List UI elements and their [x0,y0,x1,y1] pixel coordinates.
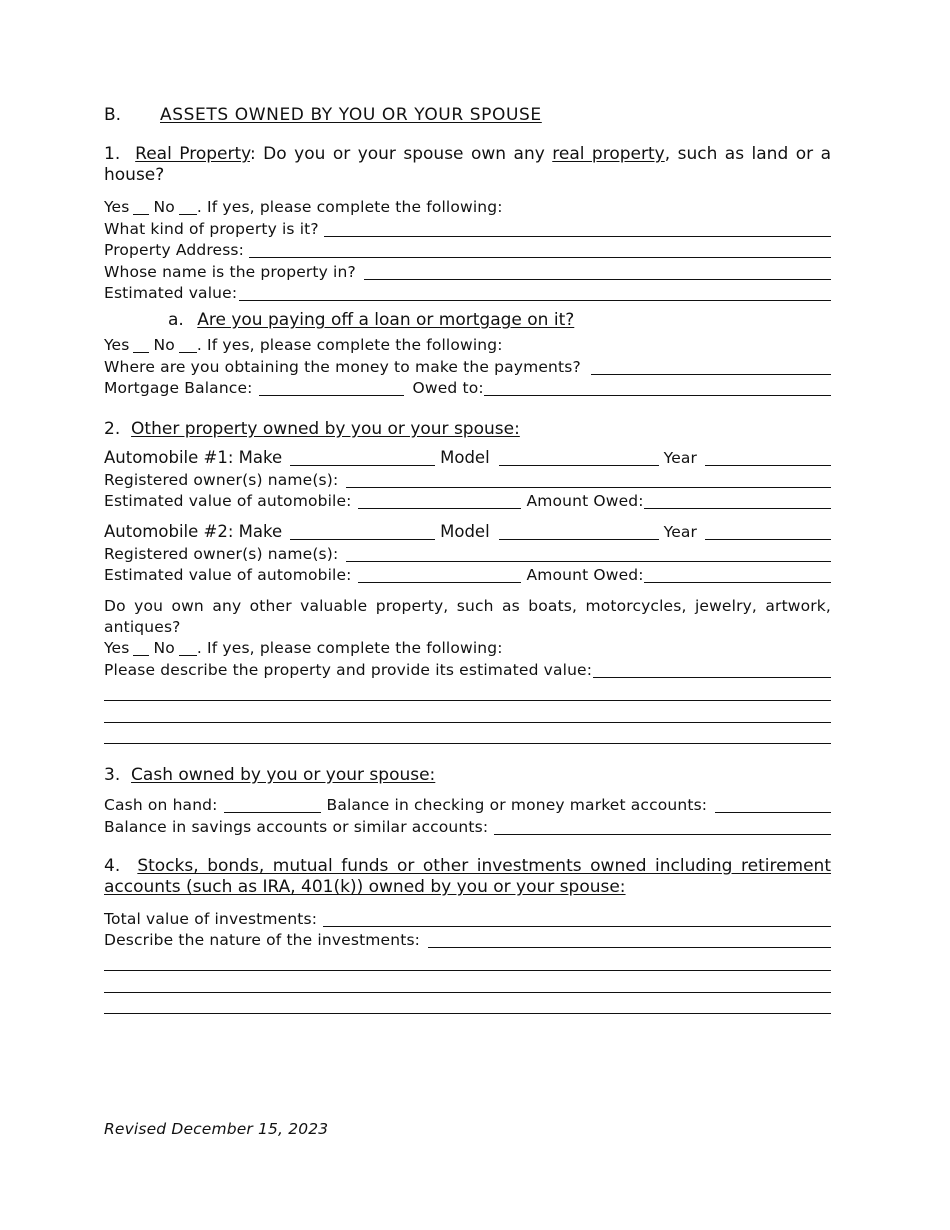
q1a-owed-to-label: Owed to: [412,379,484,397]
q3-cash-label: Cash on hand: [104,796,218,814]
q1-yes-no-row [104,197,831,217]
q4-nature-field[interactable] [428,930,831,948]
auto2-year-label: Year [663,523,698,541]
auto2-make-field[interactable] [290,522,435,540]
auto2-make-row [104,522,831,542]
q3-savings-row [104,817,831,837]
q1-value-row [104,283,831,303]
q1a-where-field[interactable] [591,357,831,375]
q1a-no-blank[interactable] [179,337,197,353]
q1-kind-field[interactable] [324,219,831,237]
auto2-make-label: Automobile #2: Make [104,522,283,541]
auto1-make-field[interactable] [290,448,435,466]
auto1-model-label: Model [440,448,490,467]
auto2-value-field[interactable] [358,565,521,583]
q1a-where-label: Where are you obtaining the money to make the payments? [104,358,581,376]
section-letter: B. [104,105,122,125]
q1-whose-row [104,262,831,282]
q1-number: 1. [104,144,121,164]
q1a-yes-blank[interactable] [133,337,149,353]
q4-nature-line-2[interactable] [104,970,831,971]
auto1-value-field[interactable] [358,491,521,509]
q2-no-blank[interactable] [179,640,197,656]
q1-value-field[interactable] [239,283,831,301]
q1a-balance-field[interactable] [259,378,404,396]
auto2-model-label: Model [440,522,490,541]
q1a-where-row [104,357,831,377]
auto2-owed-field[interactable] [644,565,831,583]
q3-checking-field[interactable] [715,795,831,813]
q1a-balance-row [104,378,831,398]
q2-yes-blank[interactable] [133,640,149,656]
q2-describe-row [104,660,831,680]
q1-whose-field[interactable] [364,262,831,280]
q4-total-row [104,909,831,929]
q1-question [104,144,831,186]
q2-describe-field[interactable] [593,660,831,678]
q4-nature-line-4[interactable] [104,1013,831,1014]
auto1-owners-label: Registered owner(s) name(s): [104,471,339,489]
q1-text-b: , such as land or a house? [104,144,831,185]
q1a-yes-no-row [104,335,831,355]
q4-total-label: Total value of investments: [104,910,318,928]
auto1-year-label: Year [663,449,698,467]
q1a-heading [168,309,574,331]
q1-address-row [104,240,831,260]
auto1-owed-field[interactable] [644,491,831,509]
q1a-owed-to-field[interactable] [484,378,831,396]
auto2-owners-field[interactable] [346,544,831,562]
q1-yes-label: Yes [104,198,130,216]
auto1-owners-row [104,470,831,490]
q2-heading [104,418,520,440]
q2-other-question: Do you own any other valuable property, such as boats, motorcycles, jewelry, artwork, antiques? [104,597,831,636]
q4-nature-label: Describe the nature of the investments: [104,931,421,949]
auto2-year-field[interactable] [705,522,831,540]
q1-whose-label: Whose name is the property in? [104,263,356,281]
q3-title: Cash owned by you or your spouse: [131,765,436,785]
auto1-value-row [104,491,831,511]
q2-yes-no-row [104,638,831,658]
q2-describe-line-2[interactable] [104,700,831,701]
auto2-value-row [104,565,831,585]
q1-kind-row [104,219,831,239]
auto1-model-field[interactable] [499,448,659,466]
section-title: ASSETS OWNED BY YOU OR YOUR SPOUSE [160,105,542,125]
q1a-letter: a. [168,310,184,330]
auto1-make-label: Automobile #1: Make [104,448,283,467]
q4-title: Stocks, bonds, mutual funds or other investments owned including retirement accounts (such as IRA, 401(k)) owned by you or your spouse: [104,856,832,897]
auto1-year-field[interactable] [705,448,831,466]
q4-heading [104,856,831,898]
q1-term2: real property [552,144,665,164]
q2-yes-label: Yes [104,639,130,657]
q2-title: Other property owned by you or your spouse: [131,419,520,439]
q1a-title: Are you paying off a loan or mortgage on it? [197,310,575,330]
q3-checking-label: Balance in checking or money market accounts: [326,796,708,814]
q2-number: 2. [104,419,121,439]
q1-no-label: No [153,198,175,216]
q1a-if-yes-text: . If yes, please complete the following: [196,336,503,354]
q2-if-yes-text: . If yes, please complete the following: [196,639,503,657]
revision-date: Revised December 15, 2023 [104,1120,329,1138]
q2-describe-label: Please describe the property and provide its estimated value: [104,661,593,679]
q1-no-blank[interactable] [179,199,197,215]
q3-cash-row [104,795,831,815]
auto2-model-field[interactable] [499,522,659,540]
auto2-owners-label: Registered owner(s) name(s): [104,545,339,563]
q1-address-label: Property Address: [104,241,245,259]
q3-savings-field[interactable] [494,817,831,835]
q2-no-label: No [153,639,175,657]
auto1-value-label: Estimated value of automobile: [104,492,352,510]
q1a-no-label: No [153,336,175,354]
q4-total-field[interactable] [323,909,831,927]
auto2-value-label: Estimated value of automobile: [104,566,352,584]
auto2-owners-row [104,544,831,564]
auto2-owed-label: Amount Owed: [526,566,644,584]
q1-kind-label: What kind of property is it? [104,220,319,238]
q1-yes-blank[interactable] [133,199,149,215]
q3-cash-field[interactable] [224,795,321,813]
q2-describe-line-3[interactable] [104,722,831,723]
q3-heading [104,764,435,786]
q4-number: 4. [104,856,121,876]
q1-if-yes-text: . If yes, please complete the following: [196,198,503,216]
q2-describe-line-4[interactable] [104,743,831,744]
q1a-yes-label: Yes [104,336,130,354]
q1-address-field[interactable] [249,240,831,258]
q1-value-label: Estimated value: [104,284,238,302]
q1-term: Real Property [135,144,250,164]
q3-savings-label: Balance in savings accounts or similar accounts: [104,818,489,836]
q4-nature-row [104,930,831,950]
q1a-balance-label: Mortgage Balance: [104,379,253,397]
auto1-owed-label: Amount Owed: [526,492,644,510]
q1-text-a: : Do you or your spouse own any [249,144,553,164]
q4-nature-line-3[interactable] [104,992,831,993]
q3-number: 3. [104,765,121,785]
section-heading [104,104,542,126]
auto1-owners-field[interactable] [346,470,831,488]
auto1-make-row [104,448,831,468]
